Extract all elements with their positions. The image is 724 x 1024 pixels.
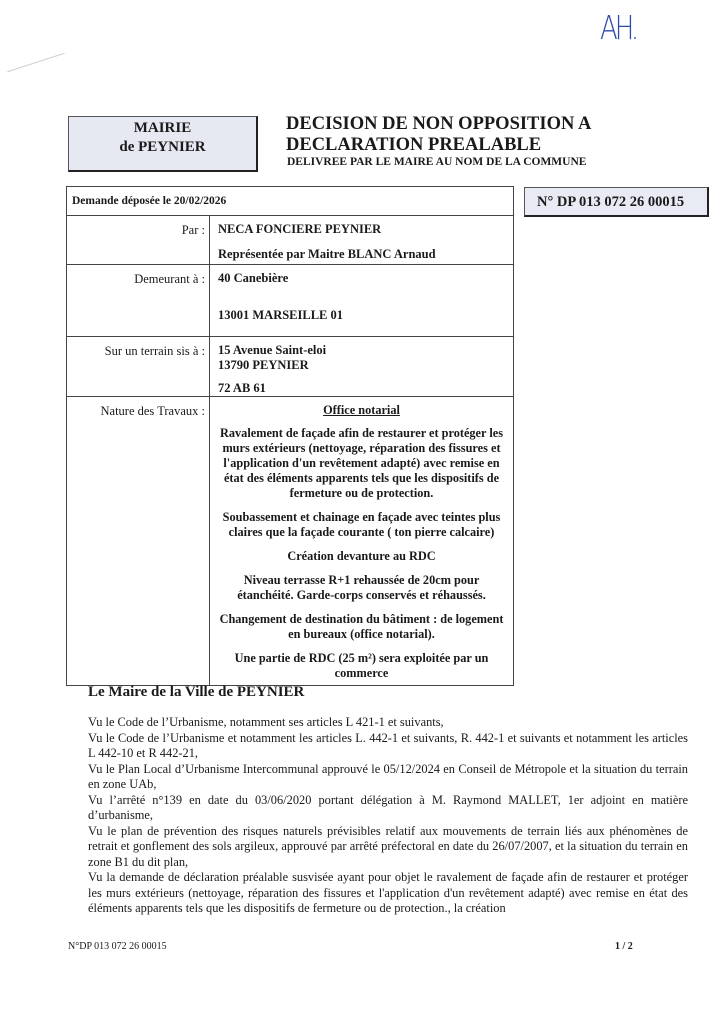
considerant-paragraph: Vu le Code de l’Urbanisme et notamment les articles L. 442-1 et suivants, R. 442-1 et suivants et notamment les articles L 442-10 et R 442-21, bbox=[88, 730, 688, 760]
table-row bbox=[67, 216, 514, 265]
dp-number-box: N° DP 013 072 26 00015 bbox=[524, 187, 709, 217]
title-line1: DECISION DE NON OPPOSITION A bbox=[286, 114, 592, 134]
nature-value bbox=[210, 397, 514, 686]
considerant-paragraph: Vu l’arrêté n°139 en date du 03/06/2020 portant délégation à M. Raymond MALLET, 1er adjoint en matière d’urbanisme, bbox=[88, 792, 688, 822]
nature-paragraph: Une partie de RDC (25 m²) sera exploitée par un commerce bbox=[234, 651, 489, 680]
demeurant-value bbox=[210, 265, 514, 337]
par-label: Par : bbox=[67, 216, 210, 265]
considerant-paragraph: Vu le plan de prévention des risques naturels prévisibles relatif aux mouvements de terrain liés aux phénomènes de retrait et gonflement des sols argileux, approuvé par arrêté préfectoral en date du 26/07/2007, et la situation du terrain en zone B1 du dit plan, bbox=[88, 823, 688, 869]
nature-heading: Office notarial bbox=[323, 403, 400, 417]
demande-date: Demande déposée le 20/02/2026 bbox=[67, 187, 514, 216]
terrain-city: 13790 PEYNIER bbox=[218, 358, 309, 372]
document-title bbox=[286, 114, 591, 156]
document-subtitle: DELIVREE PAR LE MAIRE AU NOM DE LA COMMUNE bbox=[287, 156, 587, 168]
considerant-paragraph: Vu le Plan Local d’Urbanisme Intercommunal approuvé le 05/12/2024 en Conseil de Métropole et la situation du terrain en zone UAb, bbox=[88, 761, 688, 791]
pen-stroke-mark bbox=[7, 53, 64, 72]
decision-body bbox=[88, 715, 688, 917]
decision-title: Le Maire de la Ville de PEYNIER bbox=[88, 684, 305, 700]
table-row bbox=[67, 397, 514, 686]
mairie-line2: de PEYNIER bbox=[119, 139, 206, 155]
nature-paragraph: Niveau terrasse R+1 rehaussée de 20cm pour étanchéité. Garde-corps conservés et réhaussés. bbox=[237, 573, 486, 602]
nature-paragraph: Soubassement et chainage en façade avec teintes plus claires que la façade courante ( ton pierre calcaire) bbox=[222, 510, 501, 539]
applicant-representative: Représentée par Maitre BLANC Arnaud bbox=[218, 247, 436, 261]
address-city: 13001 MARSEILLE 01 bbox=[218, 308, 344, 322]
terrain-label: Sur un terrain sis à : bbox=[67, 337, 210, 397]
title-line2: DECLARATION PREALABLE bbox=[286, 135, 542, 155]
mairie-line1: MAIRIE bbox=[133, 120, 192, 136]
mairie-box bbox=[68, 116, 258, 172]
footer-reference: N°DP 013 072 26 00015 bbox=[68, 941, 167, 952]
nature-paragraph: Ravalement de façade afin de restaurer et protéger les murs extérieurs (nettoyage, réparation des fissures et l'application d'un revêtement adapté) avec remise en état des éléments apparents tels que les dispositifs de fermeture ou de protection. bbox=[220, 426, 503, 500]
address-street: 40 Canebière bbox=[218, 271, 289, 285]
terrain-parcel: 72 AB 61 bbox=[218, 381, 266, 395]
applicant-name: NECA FONCIERE PEYNIER bbox=[218, 222, 382, 236]
nature-paragraph: Changement de destination du bâtiment : de logement en bureaux (office notarial). bbox=[219, 612, 504, 641]
table-row bbox=[67, 187, 514, 216]
par-value bbox=[210, 216, 514, 265]
request-info-table bbox=[66, 186, 514, 686]
nature-paragraph: Création devanture au RDC bbox=[287, 549, 436, 563]
nature-label: Nature des Travaux : bbox=[67, 397, 210, 686]
demeurant-label: Demeurant à : bbox=[67, 265, 210, 337]
terrain-street: 15 Avenue Saint-eloi bbox=[218, 343, 327, 357]
terrain-value bbox=[210, 337, 514, 397]
table-row bbox=[67, 337, 514, 397]
page-number: 1 / 2 bbox=[615, 941, 633, 952]
handwritten-annotation: AH. bbox=[600, 10, 637, 48]
table-row bbox=[67, 265, 514, 337]
considerant-paragraph: Vu le Code de l’Urbanisme, notamment ses articles L 421-1 et suivants, bbox=[88, 715, 444, 729]
considerant-paragraph: Vu la demande de déclaration préalable susvisée ayant pour objet le ravalement de façade afin de restaurer et protéger les murs extérieurs (nettoyage, réparation des fissures et l'application d'un revêtement adapté) avec remise en état des éléments apparents tels que les dispositifs de fermeture ou de protection., la création bbox=[88, 870, 688, 915]
